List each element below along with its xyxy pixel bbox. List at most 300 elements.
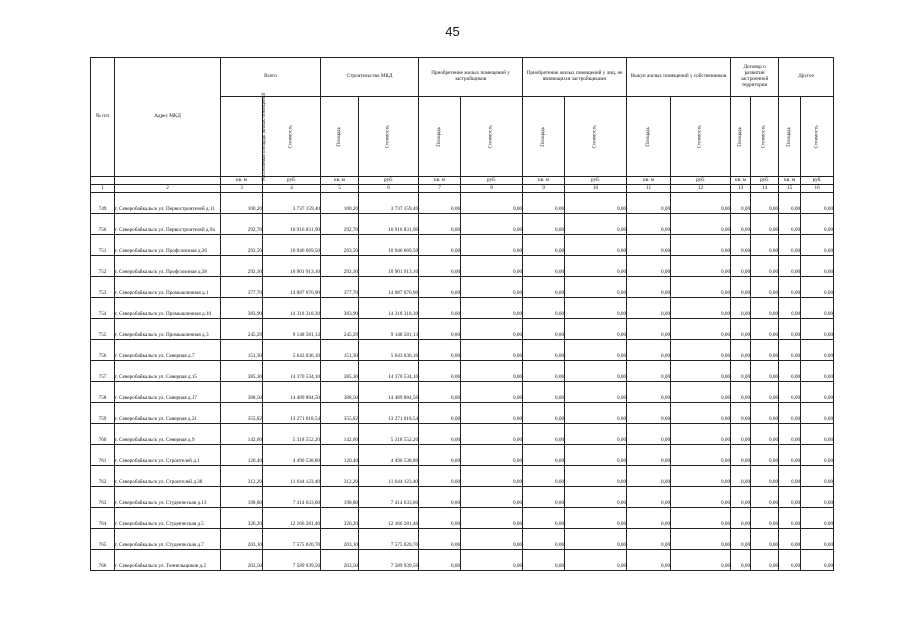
unit-cell: руб. xyxy=(359,177,419,185)
row-value: 0,00 xyxy=(779,298,801,319)
row-value: 0,00 xyxy=(801,550,834,571)
row-address: г. Северобайкальск ул. Студенческая д.7 xyxy=(115,529,221,550)
row-value: 0,00 xyxy=(751,403,779,424)
row-value: 0,00 xyxy=(731,487,751,508)
row-value: 0,00 xyxy=(671,277,731,298)
row-value: 0,00 xyxy=(801,193,834,214)
row-value: 0,00 xyxy=(751,214,779,235)
row-value: 0,00 xyxy=(523,340,565,361)
row-value: 0,00 xyxy=(461,403,523,424)
row-value: 0,00 xyxy=(461,193,523,214)
row-value: 326,20 xyxy=(221,508,263,529)
row-value: 100,20 xyxy=(321,193,359,214)
row-value: 0,00 xyxy=(779,382,801,403)
row-address: г. Северобайкальск ул. Северная д.9 xyxy=(115,424,221,445)
row-number: 751 xyxy=(91,235,115,256)
row-number: 749 xyxy=(91,193,115,214)
row-value: 11 644 123,40 xyxy=(359,466,419,487)
row-value: 0,00 xyxy=(751,382,779,403)
row-value: 0,00 xyxy=(419,277,461,298)
row-value: 0,00 xyxy=(419,466,461,487)
row-value: 14 087 076,90 xyxy=(359,277,419,298)
row-value: 355,82 xyxy=(221,403,263,424)
row-value: 0,00 xyxy=(627,550,671,571)
row-value: 0,00 xyxy=(565,193,627,214)
row-value: 0,00 xyxy=(801,340,834,361)
row-value: 0,00 xyxy=(627,277,671,298)
row-value: 0,00 xyxy=(523,193,565,214)
row-value: 142,60 xyxy=(321,424,359,445)
row-value: 0,00 xyxy=(801,382,834,403)
row-value: 0,00 xyxy=(461,235,523,256)
row-value: 14 489 884,50 xyxy=(359,382,419,403)
row-address: г. Северобайкальск ул. Промышленная д.3 xyxy=(115,319,221,340)
header-group-non-developers: Приобретение жилых помещений у лиц, не являющихся застройщиками xyxy=(523,58,627,97)
header-row-units xyxy=(91,177,834,185)
row-value: 0,00 xyxy=(565,256,627,277)
column-number: 10 xyxy=(565,185,627,193)
unit-cell: руб. xyxy=(565,177,627,185)
table-row xyxy=(91,403,834,424)
row-number: 757 xyxy=(91,361,115,382)
row-value: 5 643 036,10 xyxy=(263,340,321,361)
row-address: г. Северобайкальск ул. Северная д.17 xyxy=(115,382,221,403)
row-value: 203,50 xyxy=(221,550,263,571)
row-value: 120,40 xyxy=(321,445,359,466)
row-value: 0,00 xyxy=(523,256,565,277)
header-sub: Стоимость xyxy=(565,97,627,177)
row-value: 0,00 xyxy=(779,319,801,340)
row-value: 0,00 xyxy=(461,529,523,550)
row-value: 0,00 xyxy=(627,487,671,508)
row-value: 14 318 318,30 xyxy=(263,298,321,319)
row-value: 0,00 xyxy=(627,298,671,319)
row-value: 0,00 xyxy=(419,235,461,256)
row-value: 0,00 xyxy=(751,487,779,508)
row-value: 245,29 xyxy=(221,319,263,340)
row-value: 4 490 538,80 xyxy=(359,445,419,466)
unit-cell: руб. xyxy=(751,177,779,185)
row-value: 0,00 xyxy=(731,235,751,256)
column-number: 5 xyxy=(321,185,359,193)
row-value: 198,80 xyxy=(321,487,359,508)
column-number: 7 xyxy=(419,185,461,193)
row-value: 0,00 xyxy=(627,529,671,550)
row-value: 0,00 xyxy=(419,508,461,529)
row-value: 0,00 xyxy=(731,529,751,550)
row-value: 10 946 669,50 xyxy=(359,235,419,256)
row-value: 0,00 xyxy=(419,340,461,361)
row-value: 14 489 884,50 xyxy=(263,382,321,403)
row-value: 0,00 xyxy=(731,445,751,466)
header-group-other: Другое xyxy=(779,58,834,97)
row-address: г. Северобайкальск ул. Студенческая д.13 xyxy=(115,487,221,508)
row-value: 0,00 xyxy=(801,403,834,424)
unit-cell: кв. м xyxy=(731,177,751,185)
row-address: г. Северобайкальск ул. Промышленная д.10 xyxy=(115,298,221,319)
row-value: 312,20 xyxy=(221,466,263,487)
unit-cell: руб. xyxy=(263,177,321,185)
row-value: 0,00 xyxy=(731,256,751,277)
row-value: 0,00 xyxy=(627,214,671,235)
row-number: 752 xyxy=(91,256,115,277)
table-row xyxy=(91,382,834,403)
row-value: 0,00 xyxy=(523,508,565,529)
row-value: 0,00 xyxy=(523,550,565,571)
header-sub: Площадь xyxy=(321,97,359,177)
table-row xyxy=(91,193,834,214)
row-value: 0,00 xyxy=(801,445,834,466)
unit-cell-empty xyxy=(115,177,221,185)
row-value: 0,00 xyxy=(565,361,627,382)
row-value: 0,00 xyxy=(419,214,461,235)
row-value: 0,00 xyxy=(565,319,627,340)
row-value: 0,00 xyxy=(751,550,779,571)
column-number: 16 xyxy=(801,185,834,193)
row-number: 765 xyxy=(91,529,115,550)
table-row xyxy=(91,235,834,256)
row-value: 0,00 xyxy=(751,466,779,487)
row-value: 100,20 xyxy=(221,193,263,214)
row-value: 0,00 xyxy=(801,529,834,550)
header-sub: Стоимость xyxy=(461,97,523,177)
row-value: 0,00 xyxy=(627,508,671,529)
table-row xyxy=(91,424,834,445)
row-value: 0,00 xyxy=(671,214,731,235)
row-value: 10 916 831,90 xyxy=(263,214,321,235)
row-value: 0,00 xyxy=(523,403,565,424)
row-value: 0,00 xyxy=(779,508,801,529)
row-value: 10 916 831,90 xyxy=(359,214,419,235)
row-value: 0,00 xyxy=(751,298,779,319)
row-value: 0,00 xyxy=(801,361,834,382)
row-number: 750 xyxy=(91,214,115,235)
column-number: 2 xyxy=(115,185,221,193)
row-value: 0,00 xyxy=(779,487,801,508)
column-number: 3 xyxy=(221,185,263,193)
row-value: 292,30 xyxy=(321,256,359,277)
row-value: 0,00 xyxy=(523,487,565,508)
row-value: 7 589 939,50 xyxy=(263,550,321,571)
row-value: 7 414 633,60 xyxy=(263,487,321,508)
row-value: 0,00 xyxy=(751,361,779,382)
row-value: 203,50 xyxy=(321,550,359,571)
row-value: 0,00 xyxy=(523,424,565,445)
row-value: 203,10 xyxy=(321,529,359,550)
row-value: 292,70 xyxy=(321,214,359,235)
table-row xyxy=(91,445,834,466)
row-value: 0,00 xyxy=(751,256,779,277)
row-value: 0,00 xyxy=(731,193,751,214)
column-number: 14 xyxy=(751,185,779,193)
row-value: 0,00 xyxy=(461,277,523,298)
row-value: 14 370 534,10 xyxy=(359,361,419,382)
row-value: 7 575 020,70 xyxy=(263,529,321,550)
row-value: 0,00 xyxy=(779,424,801,445)
row-value: 0,00 xyxy=(627,445,671,466)
row-value: 0,00 xyxy=(671,445,731,466)
row-address: г. Северобайкальск ул. Северная д.15 xyxy=(115,361,221,382)
row-value: 7 575 020,70 xyxy=(359,529,419,550)
row-value: 0,00 xyxy=(461,445,523,466)
row-value: 0,00 xyxy=(419,382,461,403)
row-value: 0,00 xyxy=(751,445,779,466)
column-number: 13 xyxy=(731,185,751,193)
row-value: 0,00 xyxy=(419,487,461,508)
row-value: 0,00 xyxy=(671,319,731,340)
row-value: 0,00 xyxy=(461,214,523,235)
row-value: 383,90 xyxy=(221,298,263,319)
row-value: 0,00 xyxy=(751,529,779,550)
row-value: 0,00 xyxy=(523,298,565,319)
row-value: 0,00 xyxy=(565,298,627,319)
row-value: 0,00 xyxy=(565,424,627,445)
row-value: 0,00 xyxy=(565,403,627,424)
row-value: 0,00 xyxy=(801,487,834,508)
row-value: 0,00 xyxy=(801,466,834,487)
resettlement-table xyxy=(90,57,834,571)
row-value: 0,00 xyxy=(627,466,671,487)
row-value: 0,00 xyxy=(671,361,731,382)
row-value: 11 644 123,40 xyxy=(263,466,321,487)
unit-cell: руб. xyxy=(801,177,834,185)
row-value: 0,00 xyxy=(779,529,801,550)
row-value: 0,00 xyxy=(523,466,565,487)
row-value: 0,00 xyxy=(731,466,751,487)
row-value: 10 946 669,50 xyxy=(263,235,321,256)
row-value: 0,00 xyxy=(801,319,834,340)
column-number: 9 xyxy=(523,185,565,193)
row-value: 0,00 xyxy=(779,340,801,361)
row-address: г. Северобайкальск ул. Промышленная д.1 xyxy=(115,277,221,298)
row-value: 0,00 xyxy=(801,256,834,277)
unit-cell-empty xyxy=(91,177,115,185)
unit-cell: руб. xyxy=(461,177,523,185)
row-value: 9 148 581,13 xyxy=(359,319,419,340)
row-number: 756 xyxy=(91,340,115,361)
table-row xyxy=(91,508,834,529)
row-value: 0,00 xyxy=(565,235,627,256)
row-value: 0,00 xyxy=(671,550,731,571)
row-value: 0,00 xyxy=(461,424,523,445)
row-value: 12 166 281,40 xyxy=(359,508,419,529)
row-value: 385,30 xyxy=(221,361,263,382)
header-group-construction: Строительство МКД xyxy=(321,58,419,97)
header-group-buyout: Выкуп жилых помещений у собственников xyxy=(627,58,731,97)
row-value: 385,30 xyxy=(321,361,359,382)
row-value: 0,00 xyxy=(461,319,523,340)
row-value: 0,00 xyxy=(779,361,801,382)
row-value: 0,00 xyxy=(779,466,801,487)
row-value: 292,30 xyxy=(221,256,263,277)
header-sub: Стоимость xyxy=(359,97,419,177)
table-row xyxy=(91,298,834,319)
table-row xyxy=(91,529,834,550)
row-value: 0,00 xyxy=(523,319,565,340)
row-value: 0,00 xyxy=(523,382,565,403)
row-value: 0,00 xyxy=(565,214,627,235)
row-value: 0,00 xyxy=(731,340,751,361)
row-address: г. Северобайкальск ул. Первостроителей д.9а xyxy=(115,214,221,235)
row-value: 0,00 xyxy=(751,193,779,214)
row-value: 0,00 xyxy=(461,382,523,403)
row-number: 763 xyxy=(91,487,115,508)
row-value: 0,00 xyxy=(461,487,523,508)
table-row xyxy=(91,214,834,235)
row-value: 0,00 xyxy=(801,235,834,256)
row-value: 0,00 xyxy=(801,298,834,319)
row-number: 755 xyxy=(91,319,115,340)
row-value: 3 737 159,40 xyxy=(359,193,419,214)
row-value: 0,00 xyxy=(671,424,731,445)
row-value: 0,00 xyxy=(627,256,671,277)
row-value: 0,00 xyxy=(627,403,671,424)
unit-cell: кв. м xyxy=(627,177,671,185)
table-row xyxy=(91,466,834,487)
row-value: 0,00 xyxy=(801,214,834,235)
row-value: 0,00 xyxy=(627,235,671,256)
row-value: 0,00 xyxy=(751,340,779,361)
row-value: 383,90 xyxy=(321,298,359,319)
header-sub: Площадь xyxy=(419,97,461,177)
row-value: 12 166 281,40 xyxy=(263,508,321,529)
row-address: г. Северобайкальск ул. Строителей д.38 xyxy=(115,466,221,487)
row-value: 0,00 xyxy=(461,298,523,319)
row-value: 120,40 xyxy=(221,445,263,466)
header-sub: Расселяемая площадь жилых помещений xyxy=(221,97,263,177)
row-value: 0,00 xyxy=(627,319,671,340)
row-number: 753 xyxy=(91,277,115,298)
row-value: 0,00 xyxy=(419,550,461,571)
row-value: 14 318 318,30 xyxy=(359,298,419,319)
row-value: 0,00 xyxy=(461,340,523,361)
row-value: 0,00 xyxy=(419,445,461,466)
row-value: 0,00 xyxy=(419,424,461,445)
row-value: 0,00 xyxy=(779,403,801,424)
header-sub: Стоимость xyxy=(671,97,731,177)
row-value: 0,00 xyxy=(565,529,627,550)
column-number: 8 xyxy=(461,185,523,193)
row-value: 0,00 xyxy=(627,193,671,214)
row-value: 7 589 939,50 xyxy=(359,550,419,571)
header-sub: Площадь xyxy=(779,97,801,177)
row-value: 377,70 xyxy=(321,277,359,298)
header-sub: Стоимость xyxy=(801,97,834,177)
row-value: 0,00 xyxy=(751,424,779,445)
row-value: 388,50 xyxy=(321,382,359,403)
column-number: 4 xyxy=(263,185,321,193)
row-value: 0,00 xyxy=(565,445,627,466)
table-row xyxy=(91,361,834,382)
row-value: 0,00 xyxy=(461,256,523,277)
row-value: 293,50 xyxy=(321,235,359,256)
row-value: 0,00 xyxy=(731,424,751,445)
row-value: 142,60 xyxy=(221,424,263,445)
row-address: г. Северобайкальск ул. Профсоюзная д.28 xyxy=(115,256,221,277)
row-number: 754 xyxy=(91,298,115,319)
row-value: 0,00 xyxy=(627,340,671,361)
row-value: 0,00 xyxy=(419,403,461,424)
row-value: 0,00 xyxy=(461,550,523,571)
row-value: 0,00 xyxy=(751,235,779,256)
row-value: 0,00 xyxy=(419,319,461,340)
row-value: 0,00 xyxy=(565,277,627,298)
row-value: 0,00 xyxy=(731,550,751,571)
row-value: 0,00 xyxy=(565,382,627,403)
row-value: 0,00 xyxy=(671,508,731,529)
row-value: 0,00 xyxy=(671,298,731,319)
row-value: 0,00 xyxy=(419,193,461,214)
header-sub: Площадь xyxy=(731,97,751,177)
row-value: 0,00 xyxy=(419,298,461,319)
row-value: 198,80 xyxy=(221,487,263,508)
row-value: 0,00 xyxy=(779,277,801,298)
row-value: 0,00 xyxy=(751,508,779,529)
column-number: 6 xyxy=(359,185,419,193)
row-value: 0,00 xyxy=(565,550,627,571)
row-address: г. Северобайкальск ул. Тоннельщиков д.2 xyxy=(115,550,221,571)
row-value: 377,70 xyxy=(221,277,263,298)
row-value: 326,20 xyxy=(321,508,359,529)
row-value: 0,00 xyxy=(523,214,565,235)
row-value: 0,00 xyxy=(419,256,461,277)
row-value: 0,00 xyxy=(565,487,627,508)
table-row xyxy=(91,319,834,340)
row-number: 764 xyxy=(91,508,115,529)
row-address: г. Северобайкальск ул. Строителей д.1 xyxy=(115,445,221,466)
row-value: 0,00 xyxy=(671,235,731,256)
row-value: 5 318 552,20 xyxy=(359,424,419,445)
row-value: 0,00 xyxy=(461,508,523,529)
row-value: 0,00 xyxy=(731,298,751,319)
row-number: 758 xyxy=(91,382,115,403)
row-value: 0,00 xyxy=(671,256,731,277)
row-value: 0,00 xyxy=(779,193,801,214)
header-num: № п/п xyxy=(91,58,115,177)
row-value: 0,00 xyxy=(523,445,565,466)
header-sub: Стоимость xyxy=(263,97,321,177)
header-group-developers: Приобретение жилых помещений у застройщиков xyxy=(419,58,523,97)
row-value: 0,00 xyxy=(627,382,671,403)
header-address: Адрес МКД xyxy=(115,58,221,177)
row-value: 151,30 xyxy=(321,340,359,361)
header-sub: Стоимость xyxy=(751,97,779,177)
row-address: г. Северобайкальск ул. Северная д.7 xyxy=(115,340,221,361)
row-value: 0,00 xyxy=(627,361,671,382)
row-value: 0,00 xyxy=(565,508,627,529)
row-value: 151,30 xyxy=(221,340,263,361)
row-value: 312,20 xyxy=(321,466,359,487)
row-value: 0,00 xyxy=(671,466,731,487)
row-value: 0,00 xyxy=(671,403,731,424)
row-value: 14 370 534,10 xyxy=(263,361,321,382)
row-value: 245,29 xyxy=(321,319,359,340)
row-number: 766 xyxy=(91,550,115,571)
row-value: 292,70 xyxy=(221,214,263,235)
header-sub: Площадь xyxy=(627,97,671,177)
row-value: 3 737 159,40 xyxy=(263,193,321,214)
row-value: 0,00 xyxy=(751,319,779,340)
unit-cell: руб. xyxy=(671,177,731,185)
row-value: 0,00 xyxy=(565,340,627,361)
row-value: 0,00 xyxy=(671,382,731,403)
row-value: 0,00 xyxy=(671,487,731,508)
row-value: 4 490 538,80 xyxy=(263,445,321,466)
row-value: 355,82 xyxy=(321,403,359,424)
row-value: 0,00 xyxy=(731,508,751,529)
row-value: 0,00 xyxy=(461,361,523,382)
table-row xyxy=(91,256,834,277)
